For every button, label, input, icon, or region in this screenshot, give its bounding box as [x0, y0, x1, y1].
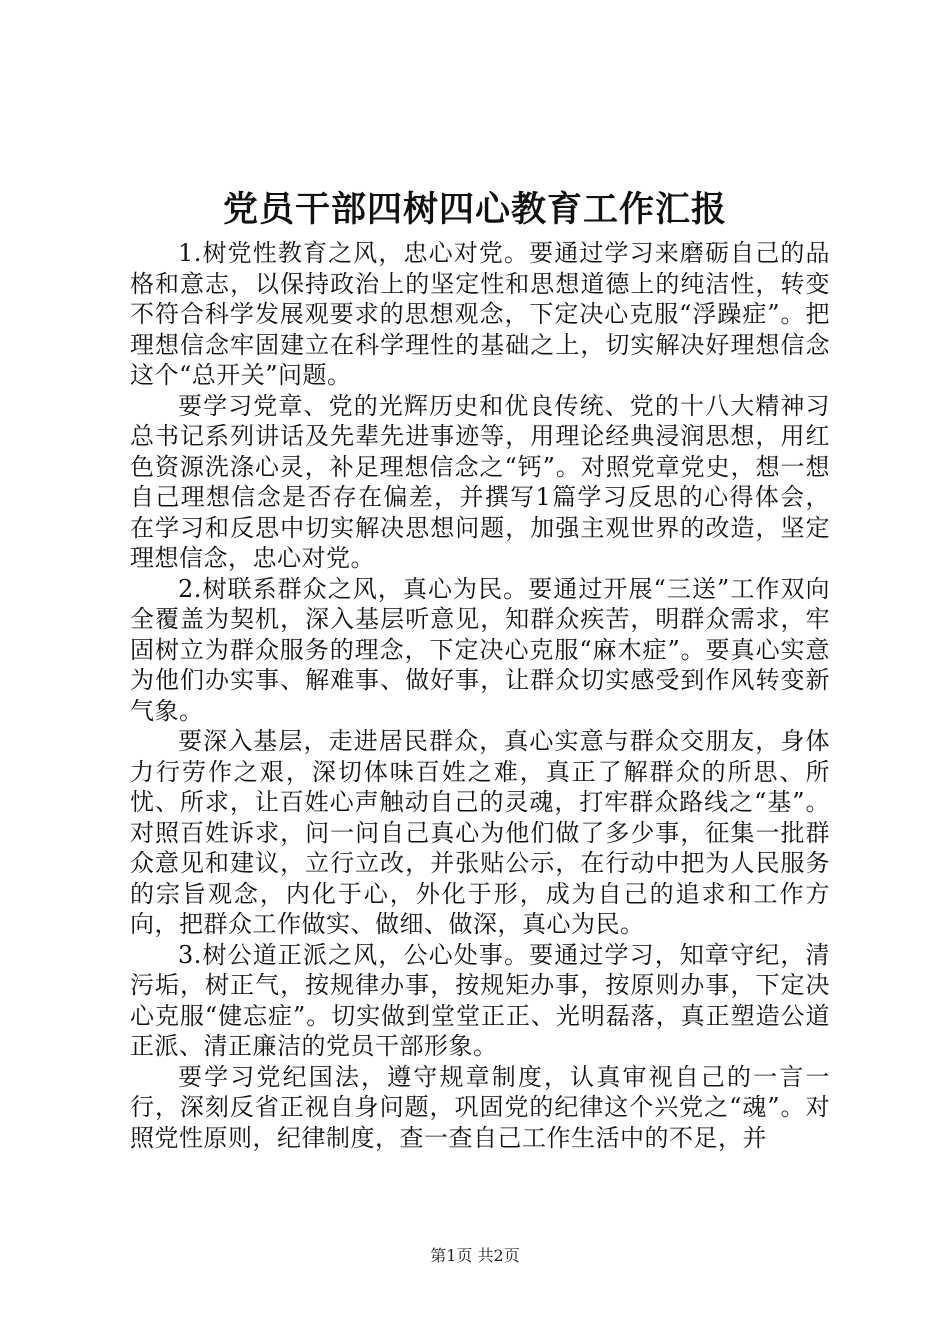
paragraph-4: 要深入基层，走进居民群众，真心实意与群众交朋友，身体力行劳作之艰，深切体味百姓之难，真正了解群众的所思、所忧、所求，让百姓心声触动自己的灵魂，打牢群众路线之“基”。对照百姓诉求，问一问自己真心为他们做了多少事，征集一批群众意见和建议，立行立改，并张贴公示，在行动中把为人民服务的宗旨观念，内化于心，外化于形，成为自己的追求和工作方向，把群众工作做实、做细、做深，真心为民。 [130, 727, 830, 938]
paragraph-1: 1.树党性教育之风，忠心对党。要通过学习来磨砺自己的品格和意志，以保持政治上的坚定性和思想道德上的纯洁性，转变不符合科学发展观要求的思想观念，下定决心克服“浮躁症”。把理想信念牢固建立在科学理性的基础之上，切实解决好理想信念这个“总开关”问题。 [130, 239, 830, 389]
document-body [130, 238, 830, 1153]
document-title: 党员干部四树四心教育工作汇报 [222, 189, 727, 230]
page-number-footer: 第1页 共2页 [430, 1246, 520, 1265]
paragraph-2: 要学习党章、党的光辉历史和优良传统、党的十八大精神习总书记系列讲话及先辈先进事迹等，用理论经典浸润思想，用红色资源洗涤心灵，补足理想信念之“钙”。对照党章党史，想一想自己理想信念是否存在偏差，并撰写1篇学习反思的心得体会，在学习和反思中切实解决思想问题，加强主观世界的改造，坚定理想信念，忠心对党。 [130, 391, 830, 572]
paragraph-3: 2.树联系群众之风，真心为民。要通过开展“三送”工作双向全覆盖为契机，深入基层听意见，知群众疾苦，明群众需求，牢固树立为群众服务的理念，下定决心克服“麻木症”。要真心实意为他们办实事、解难事、做好事，让群众切实感受到作风转变新气象。 [130, 574, 830, 725]
paragraph-6: 要学习党纪国法，遵守规章制度，认真审视自己的一言一行，深刻反省正视自身问题，巩固党的纪律这个兴党之“魂”。对照党性原则，纪律制度，查一查自己工作生活中的不足，并 [130, 1062, 830, 1152]
paragraph-5: 3.树公道正派之风，公心处事。要通过学习，知章守纪，清污垢，树正气，按规律办事，按规矩办事，按原则办事，下定决心克服“健忘症”。切实做到堂堂正正、光明磊落，真正塑造公道正派、清正廉洁的党员干部形象。 [130, 940, 830, 1060]
